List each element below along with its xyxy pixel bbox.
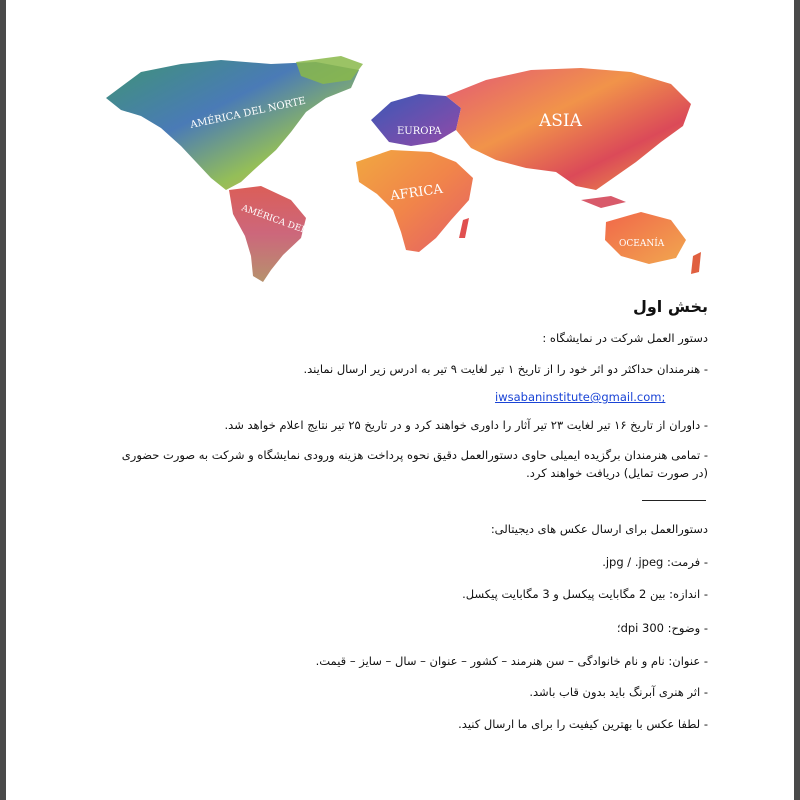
submission-dates-item: - هنرمندان حداکثر دو اثر خود را از تاریخ ۱ تیر لغایت ۹ تیر به ادرس زیر ارسال نمایند. bbox=[303, 362, 708, 376]
section-divider bbox=[642, 500, 706, 501]
map-label-europe: EUROPA bbox=[397, 126, 442, 137]
europe-shape bbox=[371, 94, 461, 146]
size-item: - اندازه: بین 2 مگابایت پیکسل و 3 مگابایت پیکسل. bbox=[462, 587, 708, 601]
participation-heading: دستور العمل شرکت در نمایشگاه : bbox=[542, 331, 708, 345]
frame-item: - اثر هنری آبرنگ باید بدون قاب باشد. bbox=[529, 685, 708, 699]
map-label-asia: ASIA bbox=[539, 111, 582, 131]
section-title: بخش اول bbox=[632, 297, 708, 316]
map-label-north-america: AMÉRICA DEL NORTE bbox=[189, 95, 307, 131]
indonesia-shape bbox=[581, 196, 626, 208]
world-map-watercolor bbox=[101, 50, 711, 290]
naming-item: - عنوان: نام و نام خانوادگی – سن هنرمند – کشور – عنوان – سال – سایز – قیمت. bbox=[315, 654, 708, 668]
document-page bbox=[6, 0, 794, 800]
selected-artists-item: - تمامی هنرمندان برگزیده ایمیلی حاوی دستورالعمل دقیق نحوه پرداخت هزینه ورودی نمایشگاه و شرکت به صورت حضوری (در صورت تمایل) دریافت خواهند کرد. bbox=[121, 448, 708, 480]
africa-shape bbox=[356, 150, 473, 252]
resolution-item: - وضوح: 300 dpi؛ bbox=[616, 621, 708, 635]
format-item: - فرمت: jpg / .jpeg. bbox=[602, 555, 708, 569]
map-label-africa: AFRICA bbox=[389, 181, 444, 204]
quality-item: - لطفا عکس با بهترین کیفیت را برای ما ارسال کنید. bbox=[458, 717, 708, 731]
oceania-shape bbox=[605, 212, 686, 264]
new-zealand-shape bbox=[691, 252, 701, 274]
south-america-shape bbox=[229, 186, 306, 282]
map-label-oceania: OCEANÍA bbox=[619, 239, 665, 249]
digital-photo-heading: دستورالعمل برای ارسال عکس های دیجیتالی: bbox=[490, 522, 708, 536]
map-label-south-america: AMÉRICA DEL SUR bbox=[239, 203, 330, 245]
madagascar-shape bbox=[459, 218, 469, 238]
judging-dates-item: - داوران از تاریخ ۱۶ تیر لغایت ۲۳ تیر آثار را داوری خواهند کرد و در تاریخ ۲۵ تیر نتایج اعلام خواهد شد. bbox=[224, 418, 708, 432]
email-link[interactable]: iwsabaninstitute@gmail.com; bbox=[495, 390, 666, 404]
